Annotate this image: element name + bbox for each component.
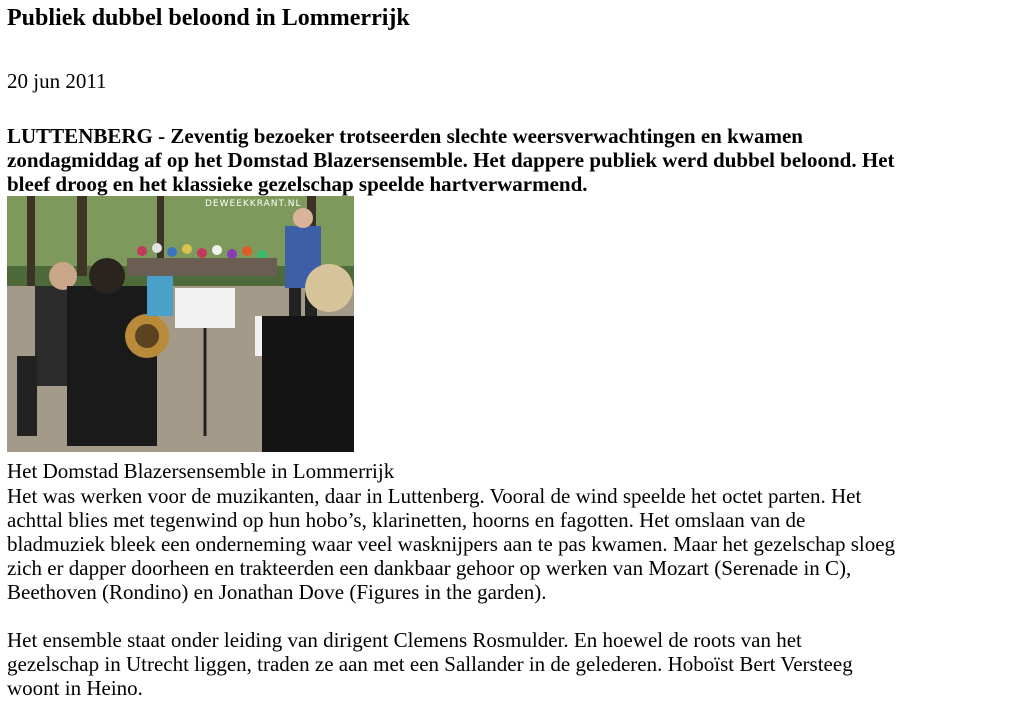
lead-line: bleef droog en het klassieke gezelschap speelde hartverwarmend. <box>7 172 588 196</box>
photo-watermark: DEWEEKKRANT.NL <box>205 199 302 209</box>
lead-line: LUTTENBERG - Zeventig bezoeker trotseerden slechte weersverwachtingen en kwamen <box>7 124 803 148</box>
lead-line: zondagmiddag af op het Domstad Blazersensemble. Het dappere publiek werd dubbel beloond. Het <box>7 148 895 172</box>
body-line: Beethoven (Rondino) en Jonathan Dove (Figures in the garden). <box>7 580 547 604</box>
body-line: zich er dapper doorheen en trakteerden een dankbaar gehoor op werken van Mozart (Serenade in C), <box>7 556 852 580</box>
article-photo <box>7 196 354 452</box>
body-line: achttal blies met tegenwind op hun hobo’s, klarinetten, hoorns en fagotten. Het omslaan van de <box>7 508 806 532</box>
article-date: 20 jun 2011 <box>7 69 107 93</box>
body-line: woont in Heino. <box>7 676 143 700</box>
body-line: gezelschap in Utrecht liggen, traden ze aan met een Sallander in de gelederen. Hoboïst Bert Versteeg <box>7 652 853 676</box>
photo-icon <box>7 196 354 452</box>
article-lead <box>7 124 1017 196</box>
photo-caption: Het Domstad Blazersensemble in Lommerrijk <box>7 459 395 483</box>
article-title: Publiek dubbel beloond in Lommerrijk <box>7 5 410 31</box>
body-line: Het ensemble staat onder leiding van dirigent Clemens Rosmulder. En hoewel de roots van het <box>7 628 802 652</box>
article-body <box>7 484 1019 700</box>
body-line: Het was werken voor de muzikanten, daar in Luttenberg. Vooral de wind speelde het octet parten. Het <box>7 484 862 508</box>
body-line: bladmuziek bleek een onderneming waar veel wasknijpers aan te pas kwamen. Maar het gezelschap sloeg <box>7 532 896 556</box>
